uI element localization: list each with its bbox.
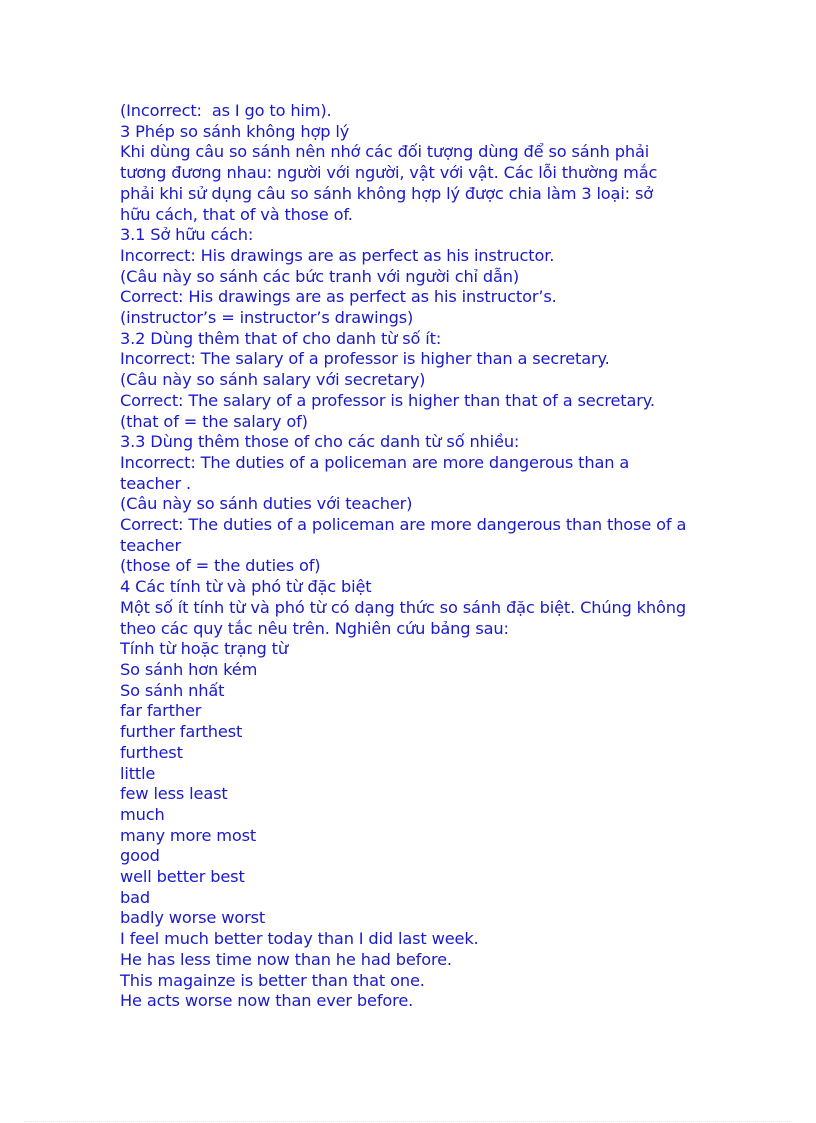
table-row: good	[120, 846, 160, 866]
table-row: badly worse worst	[120, 908, 266, 928]
table-row: much	[120, 804, 165, 824]
table-row: well better best	[120, 867, 245, 887]
example-sentence: He has less time now than he had before.	[120, 949, 452, 969]
example-sentence: He acts worse now than ever before.	[120, 991, 414, 1011]
text-line: (Câu này so sánh salary với secretary)	[120, 370, 426, 390]
table-row: little	[120, 763, 156, 783]
text-line: Incorrect: The duties of a policeman are more dangerous than a	[120, 452, 630, 472]
text-line: (Câu này so sánh duties với teacher)	[120, 494, 413, 514]
text-line: (that of = the salary of)	[120, 411, 308, 431]
subsection-heading: 3.3 Dùng thêm those of cho các danh từ số nhiều:	[120, 432, 520, 452]
text-line: Incorrect: His drawings are as perfect as his instructor.	[120, 245, 555, 265]
text-line: theo các quy tắc nêu trên. Nghiên cứu bảng sau:	[120, 618, 509, 638]
text-line: phải khi sử dụng câu so sánh không hợp lý được chia làm 3 loại: sở	[120, 183, 654, 203]
text-line: (Incorrect: as I go to him).	[120, 101, 332, 120]
text-line: Incorrect: The salary of a professor is higher than a secretary.	[120, 349, 610, 369]
text-line: teacher .	[120, 473, 191, 493]
text-line: hữu cách, that of và those of.	[120, 204, 353, 224]
text-line: (instructor’s = instructor’s drawings)	[120, 308, 414, 328]
table-row: bad	[120, 887, 151, 907]
text-line: tương đương nhau: người với người, vật với vật. Các lỗi thường mắc	[120, 163, 658, 183]
text-line: Khi dùng câu so sánh nên nhớ các đối tượng dùng để so sánh phải	[120, 142, 650, 162]
text-line: Một số ít tính từ và phó từ có dạng thức so sánh đặc biệt. Chúng không	[120, 597, 686, 617]
text-line: Correct: The duties of a policeman are more dangerous than those of a	[120, 515, 687, 535]
text-line: (those of = the duties of)	[120, 556, 321, 576]
section-heading: 4 Các tính từ và phó từ đặc biệt	[120, 577, 372, 597]
text-line: (Câu này so sánh các bức tranh với người chỉ dẫn)	[120, 266, 520, 286]
table-row: furthest	[120, 742, 183, 762]
table-row: further farthest	[120, 722, 243, 742]
subsection-heading: 3.1 Sở hữu cách:	[120, 225, 254, 245]
table-header-cell: So sánh hơn kém	[120, 659, 258, 679]
text-line: Correct: The salary of a professor is higher than that of a secretary.	[120, 390, 655, 410]
table-row: many more most	[120, 825, 257, 845]
table-row: far farther	[120, 701, 202, 721]
example-sentence: This magainze is better than that one.	[120, 970, 425, 990]
document-body	[120, 101, 710, 1012]
subsection-heading: 3.2 Dùng thêm that of cho danh từ số ít:	[120, 328, 442, 348]
section-heading: 3 Phép so sánh không hợp lý	[120, 121, 350, 141]
table-row: few less least	[120, 784, 228, 804]
table-header-cell: Tính từ hoặc trạng từ	[120, 639, 288, 659]
text-line: Correct: His drawings are as perfect as his instructor’s.	[120, 287, 557, 307]
page-bottom-divider	[24, 1121, 792, 1122]
example-sentence: I feel much better today than I did last week.	[120, 929, 479, 949]
table-header-cell: So sánh nhất	[120, 680, 225, 700]
text-line: teacher	[120, 535, 181, 555]
